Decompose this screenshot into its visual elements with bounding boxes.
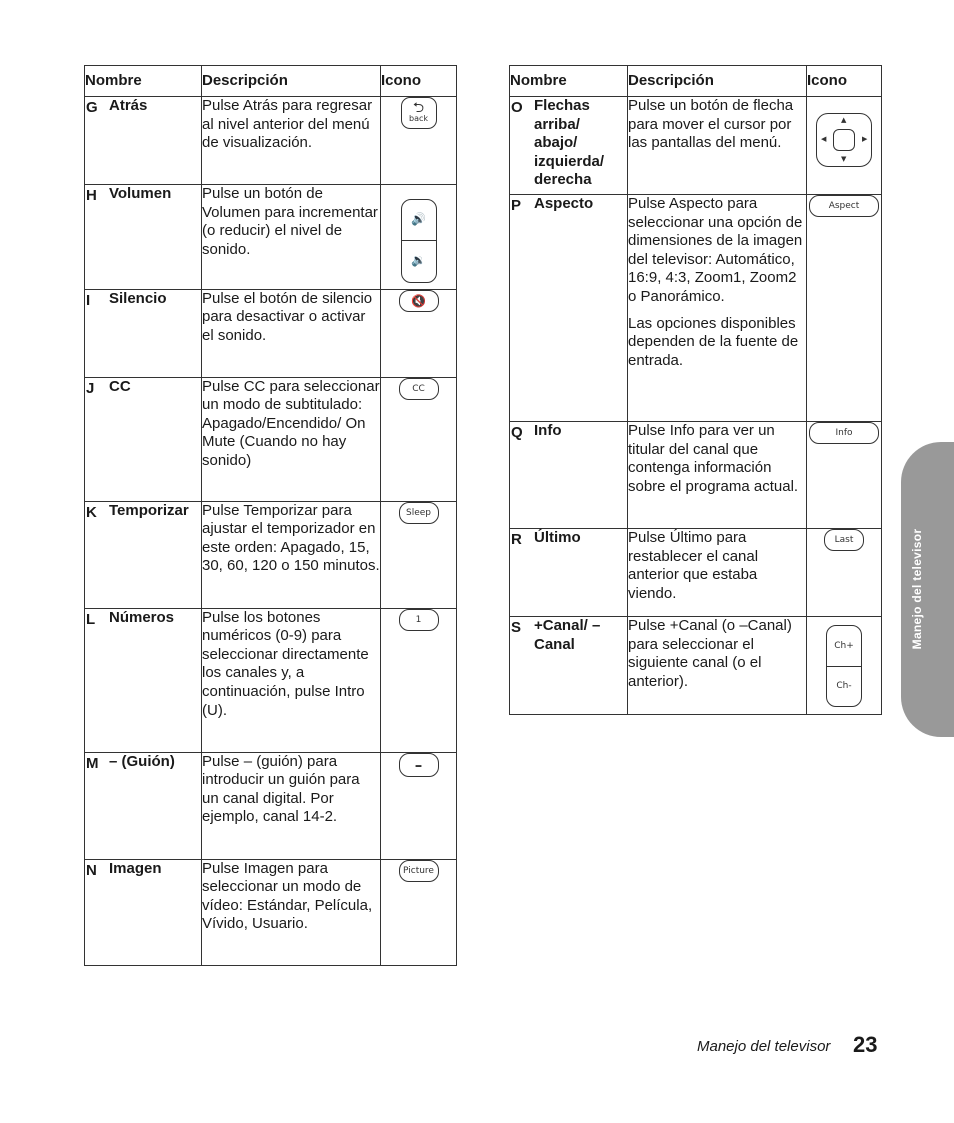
row-letter: L bbox=[86, 610, 96, 628]
row-name bbox=[510, 617, 628, 715]
row-letter: S bbox=[511, 619, 522, 636]
row-icon-cell bbox=[381, 752, 457, 859]
description-text: Pulse Atrás para regresar al nivel anterior del menú de visualización. bbox=[202, 97, 373, 152]
header-icon: Icono bbox=[807, 66, 882, 97]
row-label: – (Guión) bbox=[109, 752, 175, 770]
row-name bbox=[85, 185, 202, 290]
table-row bbox=[510, 195, 882, 422]
table-row bbox=[510, 529, 882, 617]
row-label: CC bbox=[109, 377, 131, 395]
cc-button-icon: CC bbox=[399, 378, 439, 400]
row-label: Flechas arriba/ abajo/ izquierda/ derecha bbox=[534, 97, 605, 189]
row-letter: R bbox=[511, 531, 522, 548]
arrow-pad-icon bbox=[816, 113, 872, 167]
description-text: Pulse CC para seleccionar un modo de subtitulado: Apagado/Encendido/ On Mute (Cuando no hay sonido) bbox=[202, 377, 380, 469]
aspect-button-icon: Aspect bbox=[809, 195, 879, 217]
row-label: Volumen bbox=[109, 185, 172, 202]
row-description bbox=[628, 195, 807, 422]
side-tab-label: Manejo del televisor bbox=[910, 528, 924, 650]
row-name bbox=[510, 529, 628, 617]
description-text: Pulse un botón de flecha para mover el cursor por las pantallas del menú. bbox=[628, 97, 794, 152]
header-icon: Icono bbox=[381, 66, 457, 97]
table-row bbox=[510, 617, 882, 715]
row-letter: H bbox=[86, 187, 97, 204]
row-letter: P bbox=[511, 197, 522, 214]
row-name bbox=[510, 195, 628, 422]
channel-down-label: Ch- bbox=[836, 681, 852, 691]
ok-button-icon bbox=[833, 129, 855, 151]
table-header bbox=[85, 66, 457, 97]
volume-up-icon: 🔊 bbox=[411, 212, 426, 226]
table-row bbox=[85, 97, 457, 185]
table-row bbox=[85, 289, 457, 377]
description-text: Pulse los botones numéricos (0-9) para seleccionar directamente los canales y, a continuación, pulse Intro (U). bbox=[202, 608, 369, 719]
table-row bbox=[85, 501, 457, 608]
row-label: Números bbox=[109, 608, 175, 626]
volume-down-icon: 🔉 bbox=[411, 253, 426, 267]
row-name bbox=[85, 501, 202, 608]
left-table bbox=[84, 65, 457, 966]
description-text: Pulse Imagen para seleccionar un modo de vídeo: Estándar, Película, Vívido, Usuario. bbox=[202, 859, 373, 933]
table-row bbox=[85, 377, 457, 501]
row-name bbox=[510, 97, 628, 195]
row-description bbox=[202, 859, 381, 965]
row-description bbox=[628, 529, 807, 617]
dash-button-icon: – bbox=[399, 753, 439, 777]
row-description bbox=[628, 617, 807, 715]
description-text: Las opciones disponibles dependen de la fuente de entrada. bbox=[628, 314, 799, 369]
row-name bbox=[85, 97, 202, 185]
row-name bbox=[85, 289, 202, 377]
description-text: Pulse Aspecto para seleccionar una opción de dimensiones de la imagen del televisor: Automático, 16:9, 4:3, Zoom1, Zoom2 o Panorámico. bbox=[628, 195, 803, 305]
header-description: Descripción bbox=[628, 66, 807, 97]
mute-icon: 🔇 bbox=[399, 290, 439, 312]
row-description bbox=[202, 289, 381, 377]
table-row bbox=[85, 752, 457, 859]
row-icon-cell bbox=[381, 608, 457, 752]
arrow-left-icon: ◀ bbox=[821, 135, 827, 143]
channel-rocker-icon bbox=[826, 625, 862, 707]
row-icon-cell bbox=[381, 859, 457, 965]
description-text: Pulse un botón de Volumen para incrementar (o reducir) el nivel de sonido. bbox=[202, 185, 378, 258]
arrow-right-icon: ▶ bbox=[862, 135, 868, 143]
row-label: Info bbox=[534, 422, 562, 439]
row-label: Atrás bbox=[109, 97, 148, 114]
back-button-icon bbox=[401, 97, 437, 129]
row-icon-cell bbox=[381, 185, 457, 290]
table-row bbox=[85, 185, 457, 290]
row-letter: I bbox=[86, 291, 91, 309]
back-icon-label: back bbox=[408, 114, 428, 123]
row-label: Último bbox=[534, 529, 581, 546]
chapter-side-tab bbox=[901, 442, 954, 737]
row-name bbox=[85, 377, 202, 501]
row-name bbox=[85, 859, 202, 965]
description-text: Pulse – (guión) para introducir un guión para un canal digital. Por ejemplo, canal 14-2. bbox=[202, 752, 360, 826]
row-icon-cell bbox=[381, 97, 457, 185]
description-text: Pulse Último para restablecer el canal anterior que estaba viendo. bbox=[628, 529, 759, 602]
row-description bbox=[202, 377, 381, 501]
row-icon-cell bbox=[807, 529, 882, 617]
row-description bbox=[202, 185, 381, 290]
description-text: Pulse Info para ver un titular del canal que contenga información sobre el programa actual. bbox=[628, 422, 799, 495]
row-description bbox=[202, 752, 381, 859]
row-icon-cell bbox=[381, 501, 457, 608]
row-letter: J bbox=[86, 379, 95, 397]
info-button-icon: Info bbox=[809, 422, 879, 444]
row-icon-cell bbox=[807, 617, 882, 715]
row-letter: M bbox=[86, 754, 99, 772]
row-label: Temporizar bbox=[109, 501, 189, 519]
table-row bbox=[85, 608, 457, 752]
header-name: Nombre bbox=[510, 66, 628, 97]
arrow-down-icon: ▼ bbox=[841, 155, 847, 163]
row-description bbox=[628, 422, 807, 529]
row-icon-cell bbox=[807, 422, 882, 529]
row-label: Imagen bbox=[109, 859, 162, 877]
right-table bbox=[509, 65, 882, 715]
row-letter: Q bbox=[511, 424, 523, 441]
channel-up-label: Ch+ bbox=[834, 641, 854, 651]
row-icon-cell bbox=[807, 195, 882, 422]
header-name: Nombre bbox=[85, 66, 202, 97]
row-letter: N bbox=[86, 861, 97, 879]
last-button-icon: Last bbox=[824, 529, 864, 551]
row-description bbox=[202, 97, 381, 185]
footer-chapter-label: Manejo del televisor bbox=[697, 1038, 831, 1055]
row-name bbox=[85, 608, 202, 752]
row-icon-cell bbox=[381, 377, 457, 501]
description-text: Pulse el botón de silencio para desactivar o activar el sonido. bbox=[202, 289, 373, 344]
description-text: Pulse Temporizar para ajustar el temporizador en este orden: Apagado, 15, 30, 60, 120 o 150 minutos. bbox=[202, 501, 380, 575]
page-number: 23 bbox=[853, 1032, 878, 1057]
row-label: Silencio bbox=[109, 289, 167, 307]
row-description bbox=[202, 608, 381, 752]
row-name bbox=[510, 422, 628, 529]
arrow-up-icon: ▲ bbox=[841, 116, 847, 124]
description-text: Pulse +Canal (o –Canal) para seleccionar el siguiente canal (o el anterior). bbox=[628, 617, 792, 690]
volume-rocker-icon bbox=[401, 199, 437, 283]
table-row bbox=[510, 422, 882, 529]
table-row bbox=[85, 859, 457, 965]
row-icon-cell bbox=[381, 289, 457, 377]
row-icon-cell bbox=[807, 97, 882, 195]
table-header bbox=[510, 66, 882, 97]
row-letter: G bbox=[86, 99, 98, 116]
return-arrow-icon: ⮌ bbox=[412, 100, 425, 116]
row-description bbox=[202, 501, 381, 608]
picture-button-icon: Picture bbox=[399, 860, 439, 882]
row-label: +Canal/ –Canal bbox=[534, 617, 601, 653]
row-letter: K bbox=[86, 503, 97, 521]
row-label: Aspecto bbox=[534, 195, 594, 212]
row-description bbox=[628, 97, 807, 195]
header-description: Descripción bbox=[202, 66, 381, 97]
row-name bbox=[85, 752, 202, 859]
table-row bbox=[510, 97, 882, 195]
number-button-icon: 1 bbox=[399, 609, 439, 631]
row-letter: O bbox=[511, 99, 523, 116]
sleep-button-icon: Sleep bbox=[399, 502, 439, 524]
